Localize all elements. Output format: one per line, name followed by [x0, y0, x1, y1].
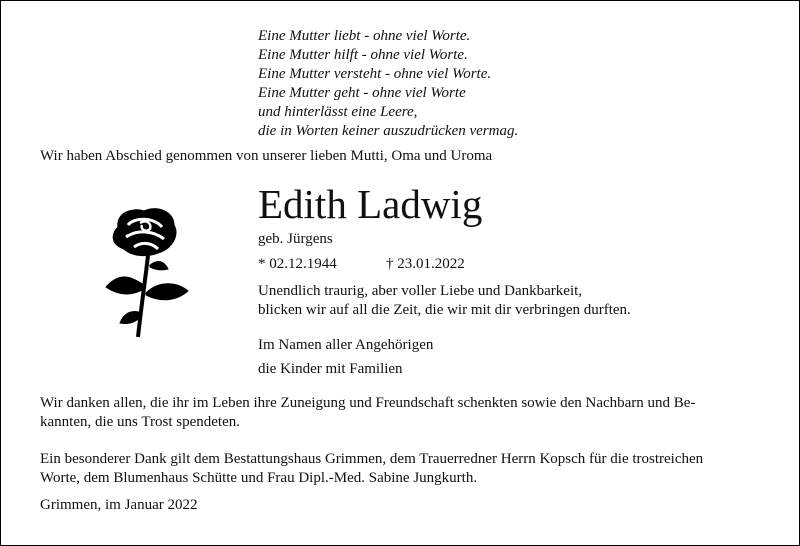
intro-text: Wir haben Abschied genommen von unserer lieben Mutti, Oma und Uroma: [40, 148, 493, 164]
poem-line: Eine Mutter liebt - ohne viel Worte.: [258, 28, 471, 44]
poem-line: und hinterlässt eine Leere,: [258, 104, 418, 120]
poem: [258, 27, 518, 141]
rose-icon: [98, 205, 194, 345]
poem-line: die in Worten keiner auszudrücken vermag.: [258, 123, 519, 139]
poem-line: Eine Mutter geht - ohne viel Worte: [258, 85, 466, 101]
deceased-name: Edith Ladwig: [258, 181, 483, 227]
message-line: Unendlich traurig, aber voller Liebe und Dankbarkeit,: [258, 283, 583, 299]
thanks-line: Wir danken allen, die ihr im Leben ihre Zuneigung und Freundschaft schenkten sowie den Nachbarn und Be-: [40, 395, 696, 411]
death-date: † 23.01.2022: [386, 256, 465, 272]
poem-line: Eine Mutter versteht - ohne viel Worte.: [258, 66, 492, 82]
maiden-name: geb. Jürgens: [258, 231, 333, 247]
place-date: Grimmen, im Januar 2022: [40, 497, 198, 513]
signoff: Im Namen aller Angehörigen: [258, 337, 434, 353]
poem-line: Eine Mutter hilft - ohne viel Worte.: [258, 47, 468, 63]
birth-date: * 02.12.1944: [258, 256, 337, 272]
special-thanks-line: Worte, dem Blumenhaus Schütte und Frau Dipl.-Med. Sabine Jungkurth.: [40, 470, 478, 486]
family: die Kinder mit Familien: [258, 361, 403, 377]
special-thanks-line: Ein besonderer Dank gilt dem Bestattungshaus Grimmen, dem Trauerredner Herrn Kopsch für die trostreichen: [40, 451, 704, 467]
message-line: blicken wir auf all die Zeit, die wir mit dir verbringen durften.: [258, 302, 631, 318]
thanks-line: kannten, die uns Trost spendeten.: [40, 414, 240, 430]
